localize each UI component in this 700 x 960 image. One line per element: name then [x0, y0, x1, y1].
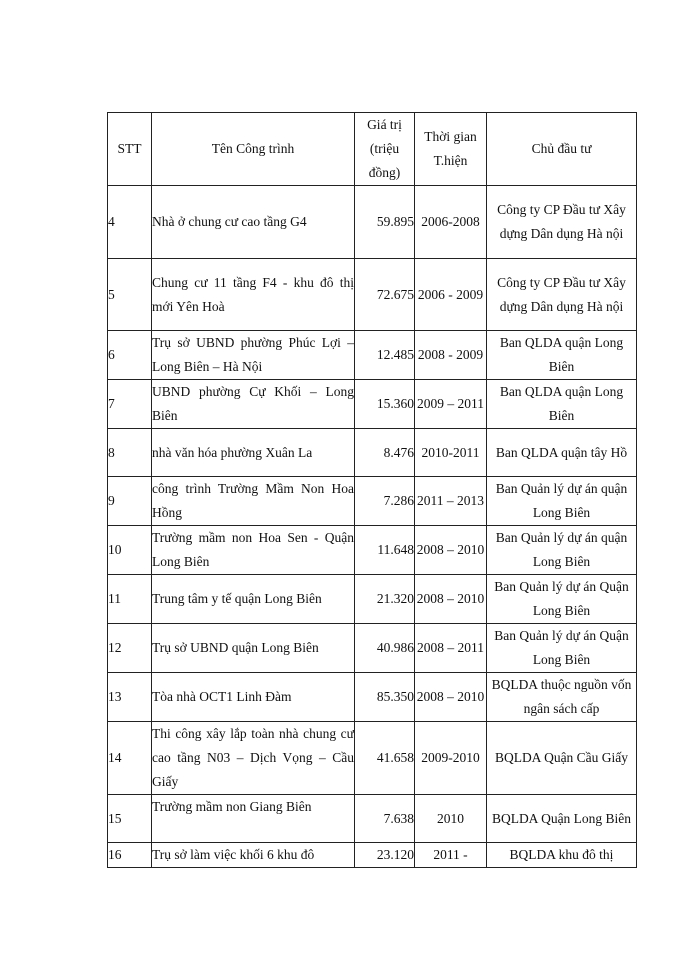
- row-value: 40.986: [355, 624, 415, 673]
- row-time: 2008 – 2011: [415, 624, 487, 673]
- row-owner: Ban Quản lý dự án Quận Long Biên: [487, 575, 637, 624]
- table-row: [108, 673, 637, 722]
- row-time: 2006-2008: [415, 186, 487, 259]
- row-value: 41.658: [355, 722, 415, 795]
- row-time: 2011 -: [415, 843, 487, 868]
- row-value: 15.360: [355, 380, 415, 429]
- row-stt: 7: [108, 380, 152, 429]
- row-time: 2011 – 2013: [415, 477, 487, 526]
- row-owner: Ban Quản lý dự án Quận Long Biên: [487, 624, 637, 673]
- row-time: 2008 – 2010: [415, 526, 487, 575]
- row-value: 23.120: [355, 843, 415, 868]
- row-stt: 16: [108, 843, 152, 868]
- row-value: 21.320: [355, 575, 415, 624]
- header-stt: STT: [108, 113, 152, 186]
- row-value: 7.286: [355, 477, 415, 526]
- table-row: [108, 722, 637, 795]
- row-name: Trung tâm y tế quận Long Biên: [152, 575, 355, 624]
- row-stt: 6: [108, 331, 152, 380]
- row-time: 2010-2011: [415, 429, 487, 477]
- row-stt: 15: [108, 795, 152, 843]
- row-owner: Công ty CP Đầu tư Xây dựng Dân dụng Hà nội: [487, 186, 637, 259]
- row-stt: 9: [108, 477, 152, 526]
- table-row: [108, 843, 637, 868]
- row-name: Trường mầm non Hoa Sen - Quận Long Biên: [152, 526, 355, 575]
- row-time: 2008 – 2010: [415, 575, 487, 624]
- row-name: Thi công xây lắp toàn nhà chung cư cao tầng N03 – Dịch Vọng – Cầu Giấy: [152, 722, 355, 795]
- row-name: Trụ sở UBND quận Long Biên: [152, 624, 355, 673]
- row-value: 72.675: [355, 259, 415, 331]
- row-time: 2010: [415, 795, 487, 843]
- row-time: 2008 - 2009: [415, 331, 487, 380]
- table-row: [108, 259, 637, 331]
- table-row: [108, 624, 637, 673]
- row-name: Chung cư 11 tầng F4 - khu đô thị mới Yên Hoà: [152, 259, 355, 331]
- row-value: 12.485: [355, 331, 415, 380]
- table-row: [108, 477, 637, 526]
- row-stt: 12: [108, 624, 152, 673]
- row-stt: 10: [108, 526, 152, 575]
- projects-table: [107, 112, 637, 868]
- row-owner: Ban Quản lý dự án quận Long Biên: [487, 477, 637, 526]
- row-value: 8.476: [355, 429, 415, 477]
- table-row: [108, 575, 637, 624]
- header-value: Giá trị (triệu đồng): [355, 113, 415, 186]
- row-stt: 13: [108, 673, 152, 722]
- row-time: 2009-2010: [415, 722, 487, 795]
- row-owner: Ban Quản lý dự án quận Long Biên: [487, 526, 637, 575]
- row-value: 11.648: [355, 526, 415, 575]
- row-value: 59.895: [355, 186, 415, 259]
- row-name: nhà văn hóa phường Xuân La: [152, 429, 355, 477]
- row-owner: BQLDA Quận Long Biên: [487, 795, 637, 843]
- row-time: 2009 – 2011: [415, 380, 487, 429]
- row-owner: Ban QLDA quận Long Biên: [487, 380, 637, 429]
- row-name: Trụ sở UBND phường Phúc Lợi – Long Biên – Hà Nội: [152, 331, 355, 380]
- row-owner: Ban QLDA quận tây Hồ: [487, 429, 637, 477]
- row-name: Trường mầm non Giang Biên: [152, 795, 355, 843]
- table-header-row: [108, 113, 637, 186]
- row-owner: Công ty CP Đầu tư Xây dựng Dân dụng Hà nội: [487, 259, 637, 331]
- row-time: 2006 - 2009: [415, 259, 487, 331]
- row-time: 2008 – 2010: [415, 673, 487, 722]
- table-row: [108, 795, 637, 843]
- row-owner: Ban QLDA quận Long Biên: [487, 331, 637, 380]
- table-row: [108, 380, 637, 429]
- row-stt: 5: [108, 259, 152, 331]
- table-row: [108, 186, 637, 259]
- row-name: Nhà ở chung cư cao tầng G4: [152, 186, 355, 259]
- row-stt: 11: [108, 575, 152, 624]
- table-row: [108, 526, 637, 575]
- row-value: 7.638: [355, 795, 415, 843]
- row-name: Trụ sở làm việc khối 6 khu đô: [152, 843, 355, 868]
- row-owner: BQLDA khu đô thị: [487, 843, 637, 868]
- header-owner: Chủ đầu tư: [487, 113, 637, 186]
- header-time: Thời gian T.hiện: [415, 113, 487, 186]
- row-owner: BQLDA thuộc nguồn vốn ngân sách cấp: [487, 673, 637, 722]
- row-name: UBND phường Cự Khối – Long Biên: [152, 380, 355, 429]
- row-name: công trình Trường Mầm Non Hoa Hồng: [152, 477, 355, 526]
- table-row: [108, 331, 637, 380]
- row-stt: 14: [108, 722, 152, 795]
- row-stt: 4: [108, 186, 152, 259]
- row-stt: 8: [108, 429, 152, 477]
- row-owner: BQLDA Quận Cầu Giấy: [487, 722, 637, 795]
- row-value: 85.350: [355, 673, 415, 722]
- row-name: Tòa nhà OCT1 Linh Đàm: [152, 673, 355, 722]
- header-name: Tên Công trình: [152, 113, 355, 186]
- table-row: [108, 429, 637, 477]
